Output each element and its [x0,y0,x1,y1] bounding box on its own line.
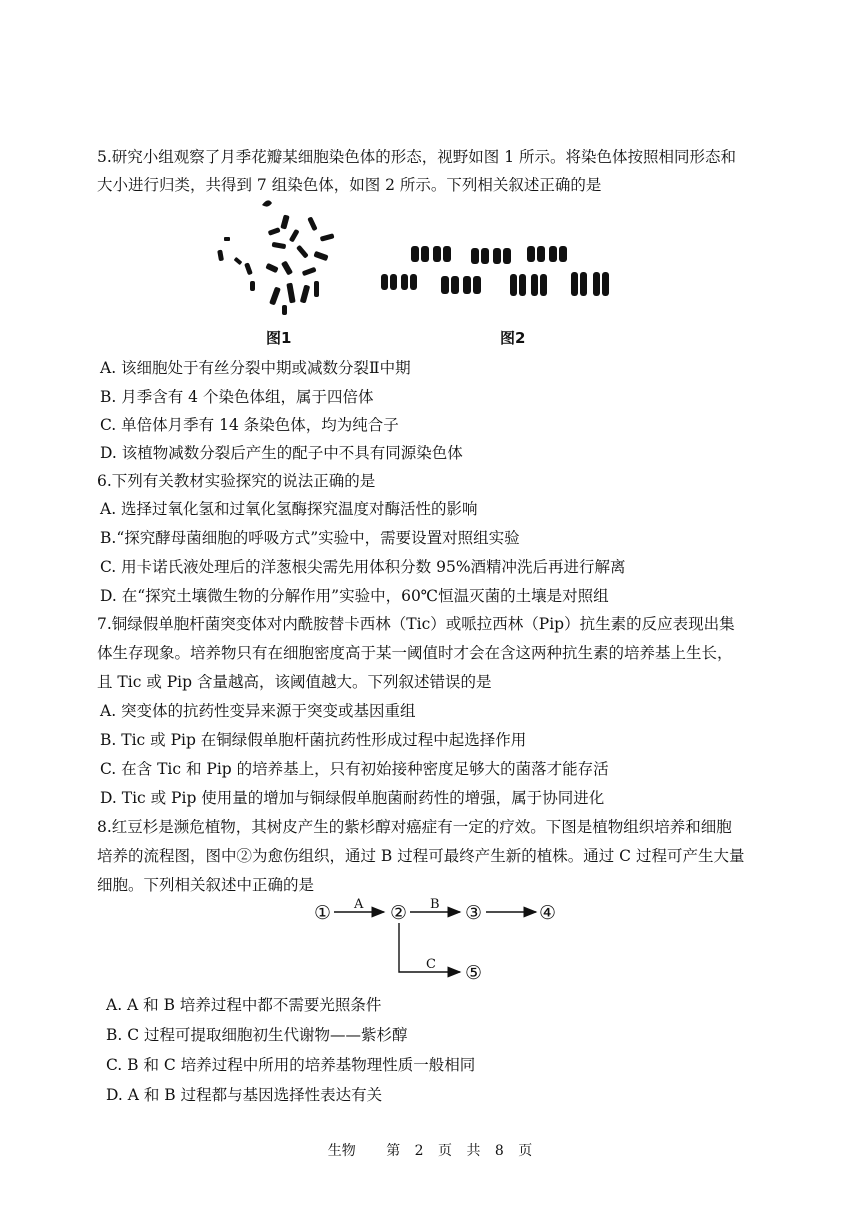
q6-option-b: B.“探究酵母菌细胞的呼吸方式”实验中，需要设置对照组实验 [100,529,520,547]
figure-2-caption: 图2 [500,329,526,347]
label-b: B [430,897,440,912]
q6-option-c: C. 用卡诺氏液处理后的洋葱根尖需先用体积分数 95%酒精冲洗后再进行解离 [100,558,626,576]
q5-stem-line-2: 大小进行归类，共得到 7 组染色体，如图 2 所示。下列相关叙述正确的是 [97,176,602,194]
q6-stem: 6.下列有关教材实验探究的说法正确的是 [97,472,376,490]
q8-option-d: D. A 和 B 过程都与基因选择性表达有关 [106,1086,383,1104]
node-2: ② [390,902,408,924]
q7-option-a: A. 突变体的抗药性变异来源于突变或基因重组 [100,702,416,720]
q5-option-c: C. 单倍体月季有 14 条染色体，均为纯合子 [100,416,399,434]
q6-option-d: D. 在“探究土壤微生物的分解作用”实验中，60℃恒温灭菌的土壤是对照组 [100,587,609,605]
label-a: A [354,897,364,912]
page-footer [0,1140,860,1160]
figure-1-chromosome-spread [210,195,360,320]
q8-option-a: A. A 和 B 培养过程中都不需要光照条件 [106,996,382,1014]
q5-option-a: A. 该细胞处于有丝分裂中期或减数分裂Ⅱ中期 [100,359,411,377]
q8-stem-line-3: 细胞。下列相关叙述中正确的是 [97,876,315,894]
q5-option-d: D. 该植物减数分裂后产生的配子中不具有同源染色体 [100,444,463,462]
node-5: ⑤ [465,962,483,984]
q7-option-b: B. Tic 或 Pip 在铜绿假单胞杆菌抗药性形成过程中起选择作用 [100,731,527,749]
q5-stem-line-1: 5.研究小组观察了月季花瓣某细胞染色体的形态，视野如图 1 所示。将染色体按照相同形态和 [97,148,737,166]
figure-2-karyotype [375,240,630,302]
q7-stem-line-2: 体生存现象。培养物只有在细胞密度高于某一阈值时才会在含这两种抗生素的培养基上生长， [97,644,733,662]
q6-option-a: A. 选择过氧化氢和过氧化氢酶探究温度对酶活性的影响 [100,500,478,518]
q5-option-b: B. 月季含有 4 个染色体组，属于四倍体 [100,388,374,406]
node-3: ③ [465,902,483,924]
q7-option-c: C. 在含 Tic 和 Pip 的培养基上，只有初始接种密度足够大的菌落才能存活 [100,760,609,778]
q7-stem-line-1: 7.铜绿假单胞杆菌突变体对内酰胺替卡西林（Tic）或哌拉西林（Pip）抗生素的反应表现出集 [97,615,735,633]
label-c: C [426,957,436,972]
footer-subject: 生物 [327,1143,356,1159]
q8-stem-line-1: 8.红豆杉是濒危植物，其树皮产生的紫杉醇对癌症有一定的疗效。下图是植物组织培养和细胞 [97,818,732,836]
node-4: ④ [539,902,557,924]
q8-option-b: B. C 过程可提取细胞初生代谢物——紫杉醇 [106,1026,408,1044]
q8-flow-diagram [310,895,570,990]
q7-stem-line-3: 且 Tic 或 Pip 含量越高，该阈值越大。下列叙述错误的是 [97,673,492,691]
q8-stem-line-2: 培养的流程图，图中②为愈伤组织，通过 B 过程可最终产生新的植株。通过 C 过程可产生大量 [97,847,745,865]
figure-1-caption: 图1 [266,329,292,347]
q7-option-d: D. Tic 或 Pip 使用量的增加与铜绿假单胞菌耐药性的增强，属于协同进化 [100,789,605,807]
footer-page-number: 第 2 页 共 8 页 [386,1143,533,1159]
q8-option-c: C. B 和 C 培养过程中所用的培养基物理性质一般相同 [106,1056,476,1074]
node-1: ① [314,902,332,924]
